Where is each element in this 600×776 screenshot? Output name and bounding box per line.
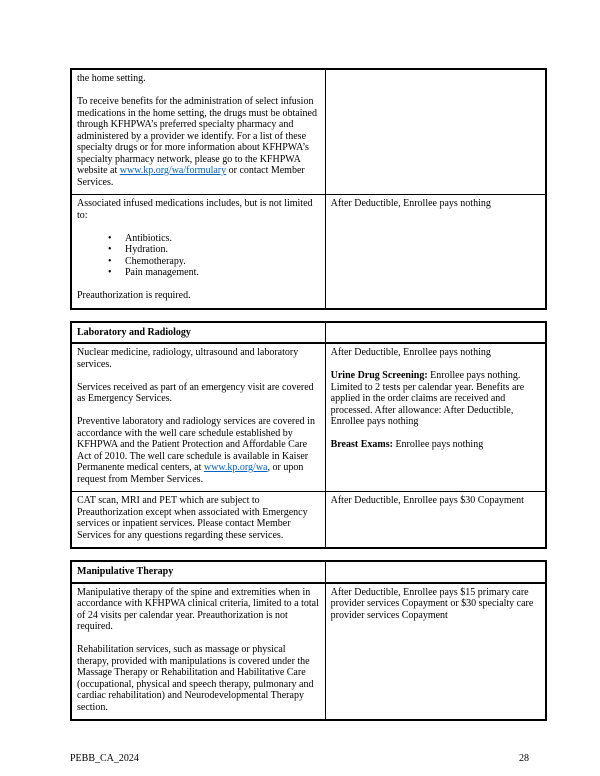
kp-formulary-link[interactable]: www.kp.org/wa/formulary: [119, 165, 227, 176]
bullet-icon: •: [108, 267, 112, 278]
page-content: [70, 68, 547, 732]
paragraph: After Deductible, Enrollee pays nothing: [330, 347, 491, 358]
paragraph: the home setting.: [77, 73, 146, 84]
bullet-text: Hydration.: [125, 244, 169, 255]
paragraph: Preauthorization is required.: [77, 290, 191, 301]
cost-share-cell: [325, 583, 546, 721]
footer-document-id: PEBB_CA_2024: [70, 753, 139, 764]
benefit-description-cell: [71, 583, 325, 721]
bold-label: Breast Exams:: [330, 439, 393, 450]
page-footer: [70, 753, 547, 764]
bullet-item: [77, 267, 320, 279]
text-run: Preventive laboratory and radiology services are covered in accordance with the well care schedule established by KFHPWA and the Patient Protection and Affordable Care Act of 2010. The well care schedule is available in Kaiser Permanente medical centers, at: [77, 416, 315, 473]
bullet-text: Antibiotics.: [125, 232, 172, 244]
paragraph: Services received as part of an emergency visit are covered as Emergency Services.: [77, 381, 314, 404]
paragraph: Associated infused medications includes, but is not limited to:: [77, 198, 313, 221]
text-run: or contact Member Services.: [77, 165, 305, 188]
paragraph: [77, 96, 320, 188]
bullet-item: [77, 233, 320, 245]
paragraph: [331, 370, 540, 428]
cost-share-cell: [325, 195, 546, 309]
paragraph: Manipulative therapy of the spine and extremities when in accordance with KFHPWA clinical criteria, limited to a total of 24 visits per calendar year. Preauthorization is not required.: [77, 586, 319, 632]
infusion-medications-table: [70, 68, 547, 310]
table-header-row: [71, 322, 546, 344]
benefit-description-cell: [71, 195, 325, 309]
bold-label: Urine Drug Screening:: [330, 370, 428, 381]
paragraph: After Deductible, Enrollee pays $30 Copayment: [330, 495, 524, 506]
kp-wa-link[interactable]: www.kp.org/wa: [203, 462, 268, 473]
footer-page-number: 28: [519, 753, 529, 764]
paragraph: [77, 416, 320, 485]
table-row: [71, 343, 546, 492]
manipulative-therapy-table: [70, 560, 547, 721]
bullet-icon: •: [108, 255, 112, 267]
paragraph: Rehabilitation services, such as massage or physical therapy, provided with manipulations is covered under the Massage Therapy or Rehabilitation and Habilitative Care (occupational, physical and speech therapy, pulmonary and cardiac rehabilitation) and Neurodevelopmental Therapy section.: [77, 644, 314, 713]
table-row: [71, 583, 546, 721]
laboratory-radiology-table: [70, 321, 547, 550]
cost-share-cell: [325, 343, 546, 492]
paragraph: [331, 439, 540, 451]
text-run: To receive benefits for the administration of select infusion medications in the home setting, the drugs must be obtained through KFHPWA’s preferred specialty pharmacy and administered by a provider we identify. For a list of these specialty drugs or for more information about KFHPWA’s specialty pharmacy network, please go to the KFHPWA website at: [77, 96, 317, 176]
section-title: Manipulative Therapy: [71, 561, 325, 583]
paragraph: After Deductible, Enrollee pays $15 primary care provider services Copayment or $30 specialty care provider services Copayment: [330, 586, 534, 621]
bullet-text: Chemotherapy.: [125, 255, 186, 267]
cost-share-cell: [325, 492, 546, 549]
paragraph: CAT scan, MRI and PET which are subject to Preauthorization except when associated with Emergency services or inpatient services. Please contact Member Services for any questions regarding these services.: [77, 495, 308, 541]
table-header-row: [71, 561, 546, 583]
table-row: [71, 69, 546, 195]
empty-header-cell: [325, 322, 546, 344]
cost-share-cell: [325, 69, 546, 195]
bullet-item: [77, 244, 320, 256]
table-row: [71, 492, 546, 549]
bullet-text: Pain management.: [125, 267, 199, 278]
bullet-icon: •: [108, 232, 112, 244]
benefit-description-cell: [71, 69, 325, 195]
text-run: Enrollee pays nothing: [392, 439, 484, 450]
benefit-description-cell: [71, 492, 325, 549]
bullet-icon: •: [108, 244, 112, 255]
text-run: , or upon request from Member Services.: [77, 462, 304, 485]
empty-header-cell: [325, 561, 546, 583]
text-run: Enrollee pays nothing. Limited to 2 tests per calendar year. Benefits are applied in the order claims are received and processed. After allowance: After Deductible, Enrollee pays nothing: [330, 370, 525, 427]
paragraph: After Deductible, Enrollee pays nothing: [330, 198, 491, 209]
benefit-description-cell: [71, 343, 325, 492]
table-row: [71, 195, 546, 309]
bullet-item: [77, 256, 320, 268]
section-title: Laboratory and Radiology: [71, 322, 325, 344]
paragraph: Nuclear medicine, radiology, ultrasound and laboratory services.: [77, 347, 299, 370]
